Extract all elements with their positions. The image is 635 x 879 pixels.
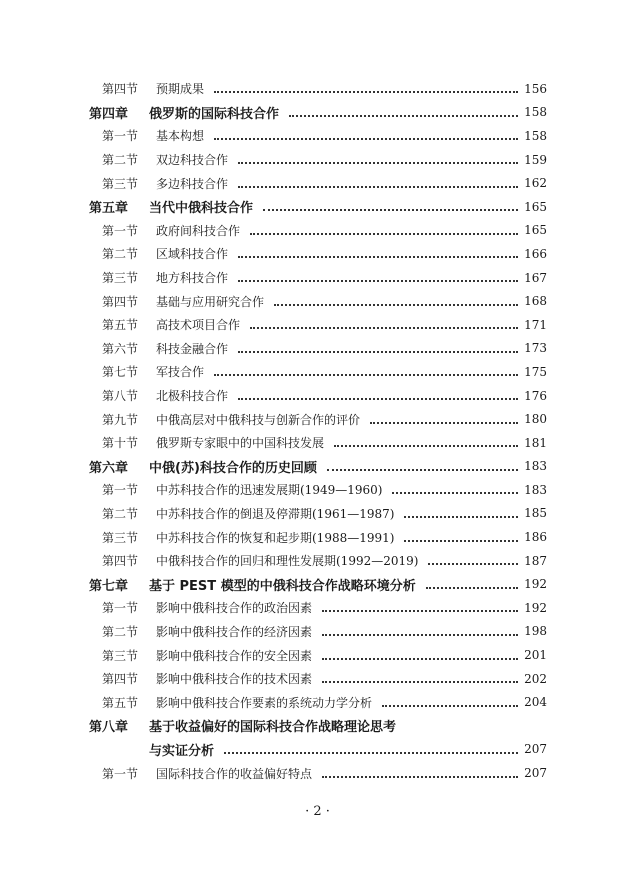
toc-section-entry[interactable] xyxy=(89,525,547,549)
toc-entry-number: 第十节 xyxy=(102,436,139,451)
toc-entry-title: 军技合作 xyxy=(156,365,205,380)
dot-leader xyxy=(238,350,518,353)
toc-section-entry[interactable] xyxy=(89,643,547,667)
toc-chapter-entry[interactable] xyxy=(89,714,547,738)
toc-entry-number: 第四节 xyxy=(102,672,139,687)
dot-leader xyxy=(334,444,518,447)
toc-entry-title: 区域科技合作 xyxy=(156,247,229,262)
toc-entry-title: 地方科技合作 xyxy=(156,271,229,286)
toc-section-entry[interactable] xyxy=(89,360,547,384)
toc-entry-title: 中苏科技合作的恢复和起步期(1988—1991) xyxy=(156,530,395,545)
toc-chapter-entry-continued[interactable] xyxy=(89,738,547,762)
toc-entry-number: 第一节 xyxy=(102,223,139,238)
dot-leader xyxy=(322,609,518,612)
toc-entry-number: 第一节 xyxy=(102,601,139,616)
toc-entry-number: 第一节 xyxy=(102,483,139,498)
toc-entry-title: 基本构想 xyxy=(156,129,205,144)
toc-section-entry[interactable] xyxy=(89,478,547,502)
toc-entry-number: 第七节 xyxy=(102,365,139,380)
toc-entry-page-number: 201 xyxy=(524,648,547,663)
toc-entry-title: 影响中俄科技合作的技术因素 xyxy=(156,672,313,687)
toc-section-entry[interactable] xyxy=(89,148,547,172)
toc-entry-page-number: 207 xyxy=(524,766,547,781)
dot-leader xyxy=(327,468,518,471)
toc-section-entry[interactable] xyxy=(89,124,547,148)
toc-entry-title: 北极科技合作 xyxy=(156,389,229,404)
toc-section-entry[interactable] xyxy=(89,289,547,313)
dot-leader xyxy=(404,515,518,518)
dot-leader xyxy=(238,161,518,164)
toc-entry-title: 双边科技合作 xyxy=(156,153,229,168)
dot-leader xyxy=(322,775,518,778)
toc-entry-number: 第七章 xyxy=(89,578,129,594)
toc-entry-number: 第六节 xyxy=(102,341,139,356)
dot-leader xyxy=(238,185,518,188)
toc-entry-title: 俄罗斯专家眼中的中国科技发展 xyxy=(156,436,325,451)
toc-entry-page-number: 175 xyxy=(524,364,547,379)
toc-entry-title: 国际科技合作的收益偏好特点 xyxy=(156,766,313,781)
toc-entry-title: 影响中俄科技合作的经济因素 xyxy=(156,624,313,639)
toc-section-entry[interactable] xyxy=(89,407,547,431)
toc-section-entry[interactable] xyxy=(89,242,547,266)
toc-section-entry[interactable] xyxy=(89,596,547,620)
toc-entry-number: 第一节 xyxy=(102,766,139,781)
toc-entry-page-number: 166 xyxy=(524,246,547,261)
toc-chapter-entry[interactable] xyxy=(89,572,547,596)
toc-section-entry[interactable] xyxy=(89,171,547,195)
toc-chapter-entry[interactable] xyxy=(89,195,547,219)
dot-leader xyxy=(214,137,518,140)
toc-entry-page-number: 192 xyxy=(524,577,547,592)
toc-chapter-entry[interactable] xyxy=(89,455,547,479)
toc-entry-page-number: 158 xyxy=(524,105,547,120)
toc-entry-page-number: 192 xyxy=(524,600,547,615)
toc-entry-page-number: 168 xyxy=(524,294,547,309)
toc-section-entry[interactable] xyxy=(89,219,547,243)
dot-leader xyxy=(404,539,518,542)
toc-entry-page-number: 202 xyxy=(524,671,547,686)
toc-section-entry[interactable] xyxy=(89,761,547,785)
dot-leader xyxy=(238,255,518,258)
toc-entry-page-number: 180 xyxy=(524,412,547,427)
dot-leader xyxy=(224,751,518,754)
toc-entry-title: 中苏科技合作的迅速发展期(1949—1960) xyxy=(156,483,383,498)
toc-entry-title: 与实证分析 xyxy=(149,743,215,759)
toc-entry-title: 影响中俄科技合作要素的系统动力学分析 xyxy=(156,695,373,710)
toc-entry-title: 基于 PEST 模型的中俄科技合作战略环境分析 xyxy=(149,578,416,594)
toc-entry-page-number: 185 xyxy=(524,506,547,521)
toc-entry-page-number: 159 xyxy=(524,152,547,167)
dot-leader xyxy=(263,208,518,211)
toc-entry-page-number: 176 xyxy=(524,388,547,403)
toc-entry-page-number: 187 xyxy=(524,553,547,568)
page-number: · 2 · xyxy=(305,804,330,819)
toc-entry-number: 第一节 xyxy=(102,129,139,144)
toc-section-entry[interactable] xyxy=(89,667,547,691)
toc-entry-page-number: 198 xyxy=(524,624,547,639)
dot-leader xyxy=(322,680,518,683)
table-of-contents xyxy=(89,77,547,785)
toc-entry-page-number: 162 xyxy=(524,176,547,191)
toc-entry-title: 影响中俄科技合作的政治因素 xyxy=(156,601,313,616)
toc-entry-number: 第二节 xyxy=(102,247,139,262)
dot-leader xyxy=(322,633,518,636)
dot-leader xyxy=(428,562,518,565)
toc-entry-page-number: 183 xyxy=(524,459,547,474)
toc-entry-title: 基于收益偏好的国际科技合作战略理论思考 xyxy=(149,720,397,736)
toc-section-entry[interactable] xyxy=(89,313,547,337)
toc-section-entry[interactable] xyxy=(89,620,547,644)
dot-leader xyxy=(214,373,518,376)
dot-leader xyxy=(274,303,518,306)
toc-entry-page-number: 186 xyxy=(524,530,547,545)
toc-entry-title: 影响中俄科技合作的安全因素 xyxy=(156,648,313,663)
toc-entry-number: 第五章 xyxy=(89,201,129,217)
toc-section-entry[interactable] xyxy=(89,690,547,714)
toc-entry-number: 第四节 xyxy=(102,554,139,569)
toc-entry-number: 第三节 xyxy=(102,176,139,191)
toc-entry-number: 第五节 xyxy=(102,318,139,333)
toc-entry-title: 中俄高层对中俄科技与创新合作的评价 xyxy=(156,412,361,427)
toc-entry-number: 第八节 xyxy=(102,389,139,404)
toc-entry-number: 第二节 xyxy=(102,506,139,521)
toc-section-entry[interactable] xyxy=(89,502,547,526)
toc-entry-title: 当代中俄科技合作 xyxy=(149,201,254,217)
toc-entry-page-number: 173 xyxy=(524,341,547,356)
toc-entry-page-number: 165 xyxy=(524,199,547,214)
dot-leader xyxy=(382,704,518,707)
toc-chapter-entry[interactable] xyxy=(89,101,547,125)
toc-entry-page-number: 158 xyxy=(524,128,547,143)
dot-leader xyxy=(370,421,518,424)
toc-entry-page-number: 167 xyxy=(524,270,547,285)
toc-entry-title: 政府间科技合作 xyxy=(156,223,241,238)
dot-leader xyxy=(214,90,518,93)
toc-entry-page-number: 156 xyxy=(524,81,547,96)
toc-section-entry[interactable] xyxy=(89,77,547,101)
toc-entry-number: 第三节 xyxy=(102,271,139,286)
toc-entry-number: 第四节 xyxy=(102,294,139,309)
toc-entry-number: 第二节 xyxy=(102,153,139,168)
toc-section-entry[interactable] xyxy=(89,431,547,455)
toc-entry-number: 第四节 xyxy=(102,82,139,97)
toc-entry-page-number: 165 xyxy=(524,223,547,238)
toc-entry-page-number: 183 xyxy=(524,482,547,497)
toc-section-entry[interactable] xyxy=(89,266,547,290)
toc-section-entry[interactable] xyxy=(89,549,547,573)
toc-entry-title: 高技术项目合作 xyxy=(156,318,241,333)
dot-leader xyxy=(250,326,518,329)
toc-section-entry[interactable] xyxy=(89,384,547,408)
toc-entry-number: 第三节 xyxy=(102,530,139,545)
dot-leader xyxy=(322,657,518,660)
dot-leader xyxy=(238,279,518,282)
toc-entry-number: 第六章 xyxy=(89,460,129,476)
toc-entry-number: 第四章 xyxy=(89,106,129,122)
toc-entry-title: 中俄(苏)科技合作的历史回顾 xyxy=(149,460,317,476)
dot-leader xyxy=(238,397,518,400)
toc-entry-title: 俄罗斯的国际科技合作 xyxy=(149,106,280,122)
dot-leader xyxy=(289,114,518,117)
toc-entry-number: 第三节 xyxy=(102,648,139,663)
toc-section-entry[interactable] xyxy=(89,337,547,361)
toc-entry-title: 基础与应用研究合作 xyxy=(156,294,265,309)
toc-entry-number: 第二节 xyxy=(102,624,139,639)
dot-leader xyxy=(426,586,518,589)
toc-entry-title: 科技金融合作 xyxy=(156,341,229,356)
dot-leader xyxy=(392,491,518,494)
toc-entry-title: 预期成果 xyxy=(156,82,205,97)
toc-entry-number: 第九节 xyxy=(102,412,139,427)
dot-leader xyxy=(250,232,518,235)
toc-entry-title: 中俄科技合作的回归和理性发展期(1992—2019) xyxy=(156,554,419,569)
toc-entry-title: 中苏科技合作的倒退及停滞期(1961—1987) xyxy=(156,506,395,521)
toc-entry-page-number: 204 xyxy=(524,695,547,710)
toc-entry-number: 第八章 xyxy=(89,720,129,736)
toc-entry-page-number: 207 xyxy=(524,742,547,757)
toc-entry-title: 多边科技合作 xyxy=(156,176,229,191)
toc-entry-number: 第五节 xyxy=(102,695,139,710)
toc-entry-page-number: 171 xyxy=(524,317,547,332)
toc-entry-page-number: 181 xyxy=(524,435,547,450)
